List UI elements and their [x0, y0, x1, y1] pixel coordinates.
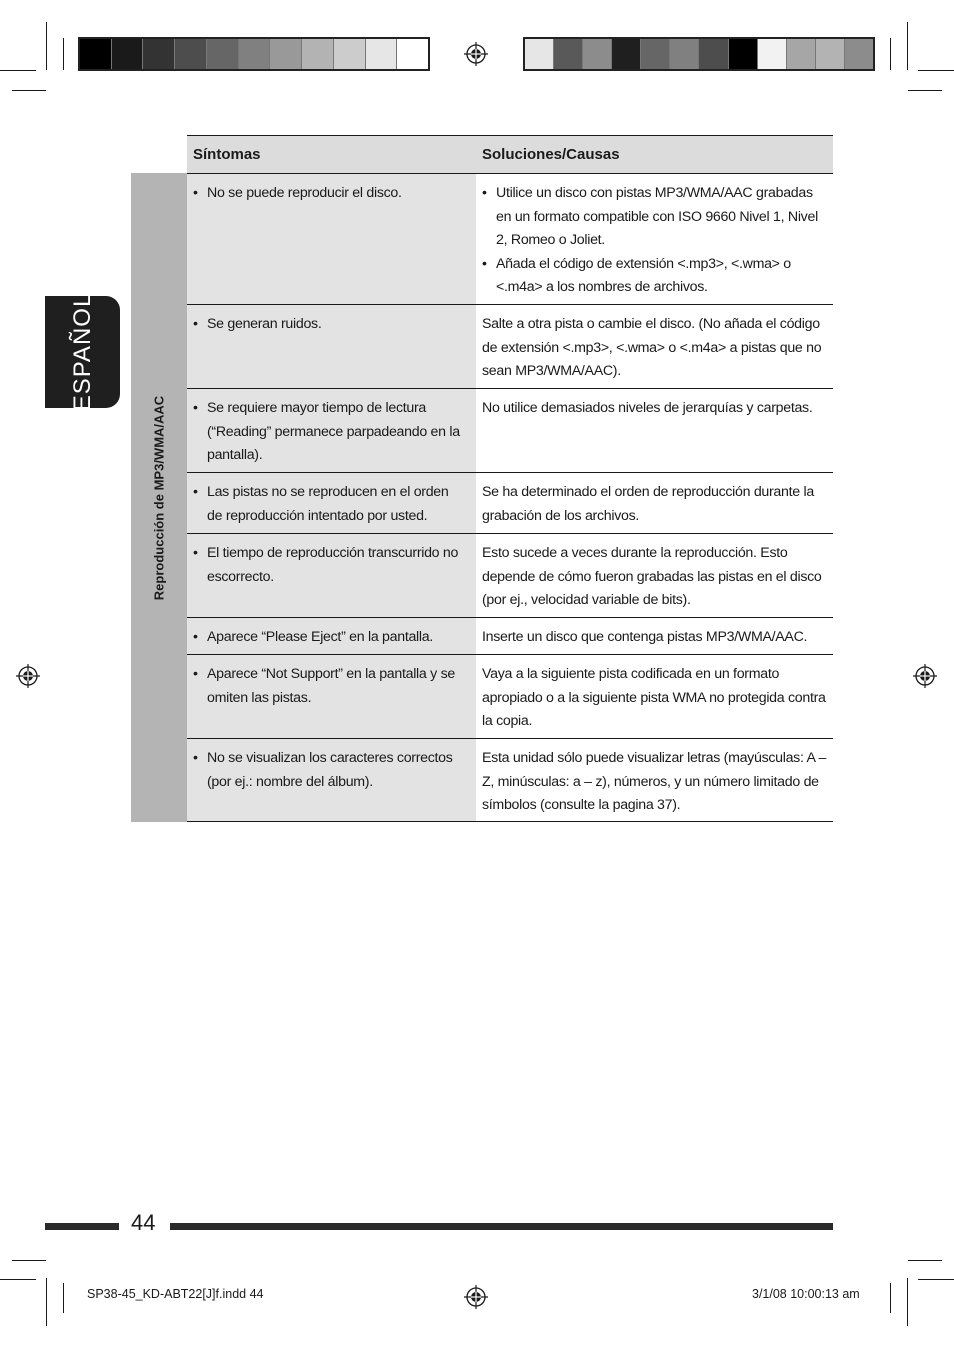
color-swatch	[554, 39, 583, 69]
symptom-text: Se generan ruidos.	[207, 316, 322, 332]
color-swatch	[366, 39, 398, 69]
solution-text: Salte a otra pista o cambie el disco. (No añada el código de extensión <.mp3>, <.wma> o <.m4a> a pistas que no sean MP3/WMA/AAC).	[482, 316, 822, 379]
symptom-text: El tiempo de reproducción transcurrido no escorrecto.	[207, 545, 459, 585]
solution-cell	[476, 473, 833, 533]
header-solutions: Soluciones/Causas	[482, 146, 620, 163]
symptom-cell: • El tiempo de reproducción transcurrido no escorrecto.	[187, 534, 476, 617]
table-row	[187, 533, 833, 617]
page-rule-left	[45, 1223, 119, 1230]
registration-mark-icon	[913, 664, 937, 688]
color-swatch	[583, 39, 612, 69]
solution-text: Esta unidad sólo puede visualizar letras (mayúsculas: A – Z, minúsculas: a – z), números, y un número limitado de símbolos (consulte la pagina 37).	[482, 750, 827, 813]
table-row	[187, 617, 833, 654]
color-swatch	[758, 39, 787, 69]
page-rule-right	[170, 1223, 833, 1230]
page-number: 44	[131, 1210, 156, 1235]
language-tab-label: ESPAÑOL	[68, 292, 96, 412]
color-bar-right	[523, 37, 875, 71]
symptom-cell: • Se requiere mayor tiempo de lectura (“Reading” permanece parpadeando en la pantalla).	[187, 389, 476, 472]
color-swatch	[699, 39, 728, 69]
solution-text: Inserte un disco que contenga pistas MP3/WMA/AAC.	[482, 629, 808, 645]
color-swatch	[816, 39, 845, 69]
table-row	[187, 738, 833, 822]
symptom-text: Aparece “Not Support” en la pantalla y se omiten las pistas.	[207, 666, 455, 706]
symptom-cell: • No se visualizan los caracteres correctos (por ej.: nombre del álbum).	[187, 739, 476, 821]
symptom-cell: • No se puede reproducir el disco.	[187, 174, 476, 304]
table-row	[187, 472, 833, 533]
color-swatch	[80, 39, 112, 69]
color-swatch	[270, 39, 302, 69]
color-bar-left	[78, 37, 430, 71]
footer-file-info: SP38-45_KD-ABT22[J]f.indd 44	[87, 1287, 264, 1301]
table-row	[187, 654, 833, 738]
solution-cell	[476, 389, 833, 472]
solution-text: Vaya a la siguiente pista codificada en un formato apropiado o a la siguiente pista WMA no protegida contra la copia.	[482, 666, 826, 729]
solution-cell	[476, 739, 833, 821]
symptom-cell: • Se generan ruidos.	[187, 305, 476, 388]
color-swatch	[787, 39, 816, 69]
solution-text: Se ha determinado el orden de reproducción durante la grabación de los archivos.	[482, 484, 814, 524]
color-swatch	[525, 39, 554, 69]
color-swatch	[112, 39, 144, 69]
color-swatch	[397, 39, 428, 69]
symptom-cell: • Las pistas no se reproducen en el orden de reproducción intentado por usted.	[187, 473, 476, 533]
solution-text: Esto sucede a veces durante la reproducción. Esto depende de cómo fueron grabadas las pistas en el disco (por ej., velocidad variable de bits).	[482, 545, 822, 608]
symptom-text: Se requiere mayor tiempo de lectura (“Reading” permanece parpadeando en la pantalla).	[207, 400, 460, 463]
color-swatch	[670, 39, 699, 69]
language-tab	[45, 292, 120, 412]
table-row	[187, 388, 833, 472]
color-swatch	[845, 39, 873, 69]
symptom-text: Aparece “Please Eject” en la pantalla.	[207, 629, 433, 645]
symptom-text: No se visualizan los caracteres correctos (por ej.: nombre del álbum).	[207, 750, 453, 790]
registration-mark-icon	[464, 1285, 488, 1309]
section-side-label: Reproducción de MP3/WMA/AAC	[151, 395, 167, 600]
table-row	[187, 173, 833, 304]
color-swatch	[334, 39, 366, 69]
color-swatch	[207, 39, 239, 69]
table-body	[187, 173, 833, 822]
table-header	[187, 135, 833, 173]
color-swatch	[239, 39, 271, 69]
section-side-band	[131, 173, 187, 822]
symptom-text: No se puede reproducir el disco.	[207, 185, 402, 201]
solution-text: Utilice un disco con pistas MP3/WMA/AAC grabadas en un formato compatible con ISO 9660 Nivel 1, Nivel 2, Romeo o Joliet.	[496, 185, 818, 248]
solution-cell	[476, 655, 833, 738]
solution-text: Añada el código de extensión <.mp3>, <.wma> o <.m4a> a los nombres de archivos.	[496, 255, 791, 295]
color-swatch	[641, 39, 670, 69]
solution-text: No utilice demasiados niveles de jerarquías y carpetas.	[482, 400, 813, 416]
table-row	[187, 304, 833, 388]
color-swatch	[302, 39, 334, 69]
symptom-cell: • Aparece “Please Eject” en la pantalla.	[187, 618, 476, 654]
solution-cell	[476, 534, 833, 617]
symptom-cell: • Aparece “Not Support” en la pantalla y se omiten las pistas.	[187, 655, 476, 738]
footer-timestamp: 3/1/08 10:00:13 am	[752, 1287, 860, 1301]
color-swatch	[729, 39, 758, 69]
color-swatch	[143, 39, 175, 69]
symptom-text: Las pistas no se reproducen en el orden de reproducción intentado por usted.	[207, 484, 449, 524]
solution-cell	[476, 618, 833, 654]
registration-mark-icon	[16, 664, 40, 688]
color-swatch	[612, 39, 641, 69]
solution-cell	[476, 305, 833, 388]
registration-mark-icon	[464, 42, 488, 66]
header-symptoms: Síntomas	[193, 146, 261, 163]
solution-cell: • Utilice un disco con pistas MP3/WMA/AAC grabadas en un formato compatible con ISO 9660 Nivel 1, Nivel 2, Romeo o Joliet. • Añada el código de extensión <.mp3>, <.wma> o <.m4a> a los nombres de archivos.	[476, 174, 833, 304]
color-swatch	[175, 39, 207, 69]
